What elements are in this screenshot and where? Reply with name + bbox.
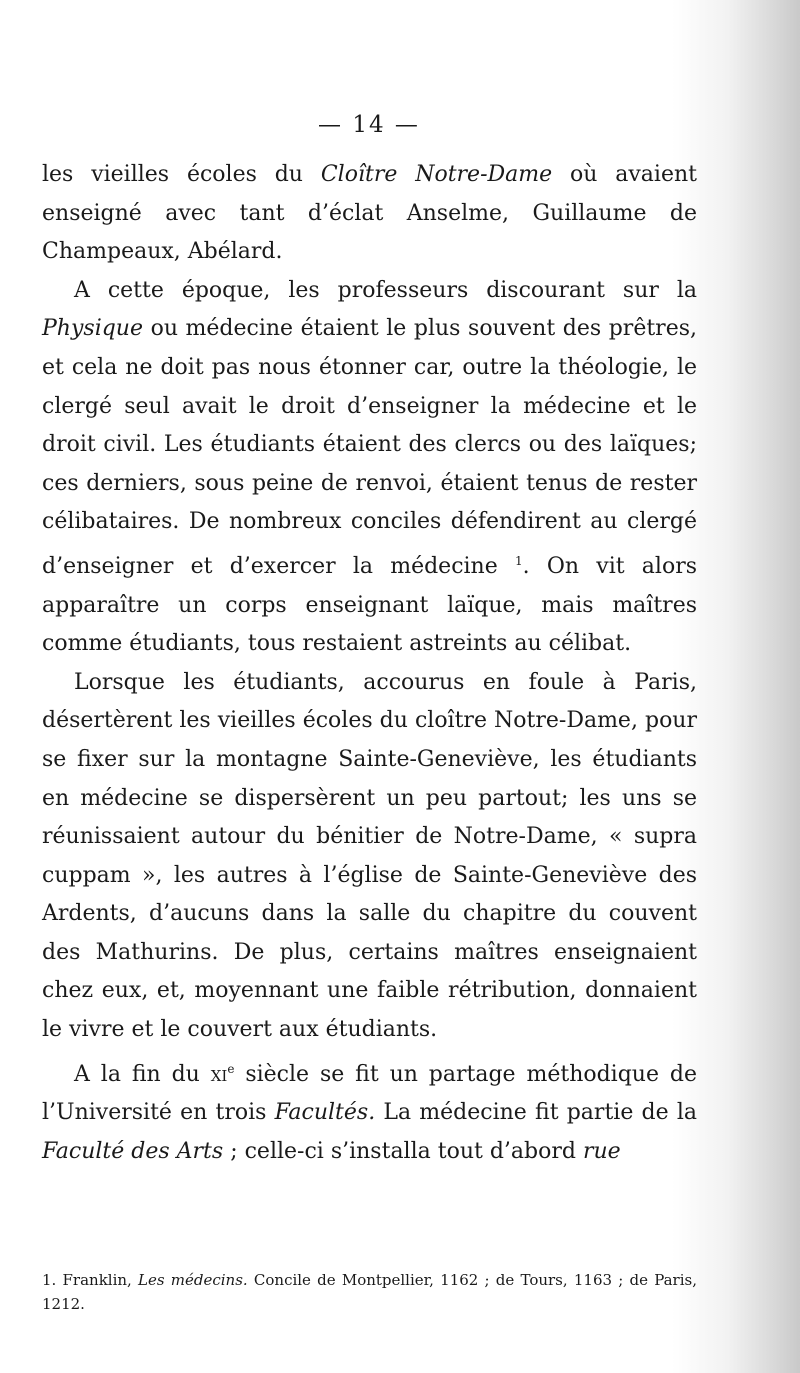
- footnote-ref: 1: [514, 553, 523, 568]
- italic-text: Faculté des Arts: [42, 1138, 224, 1164]
- paragraph-3: [42, 664, 697, 1050]
- text-run: A la fin du: [74, 1061, 211, 1087]
- italic-text: Physique: [42, 316, 143, 342]
- text-run: Lorsque les étudiants, accourus en foule à Paris, désertèrent les vieilles écoles du cloître Notre-Dame, pour se fixer sur la montagne Sainte-Geneviève, les étudiants en médecine se dispersèrent un peu partout; les uns se réunissaient autour du bénitier de Notre-Dame, « supra cuppam », les autres à l’église de Sainte-Geneviève des Ardents, d’aucuns dans la salle du chapitre du couvent des Mathurins. De plus, certains maîtres enseignaient chez eux, et, moyennant une faible rétribution, donnaient le vivre et le couvert aux étudiants.: [42, 669, 697, 1043]
- text-run: A cette époque, les professeurs discourant sur la: [74, 277, 697, 303]
- paragraph-1: [42, 156, 697, 272]
- text-run: Concile de Montpellier, 1162 ; de Tours, 1163 ; de Paris, 1212.: [42, 1271, 697, 1313]
- century-numeral: xi: [210, 1061, 228, 1087]
- italic-text: rue: [582, 1138, 621, 1164]
- text-run: Franklin,: [56, 1271, 139, 1289]
- text-run: ; celle-ci s’installa tout d’abord: [223, 1138, 583, 1164]
- italic-text: Les médecins.: [138, 1271, 248, 1289]
- body-text: [42, 156, 697, 1171]
- footnote-number: 1.: [42, 1271, 57, 1289]
- paragraph-2: [42, 272, 697, 664]
- text-run: où avaient enseigné avec tant d’éclat Anselme, Guillaume de Champeaux, Abélard.: [42, 162, 697, 265]
- italic-text: Cloître Notre-Dame: [320, 162, 553, 187]
- footnote: [42, 1268, 697, 1316]
- text-run: . On vit alors apparaître un corps enseignant laïque, mais maîtres comme étudiants, tous restaient astreints au célibat.: [42, 553, 698, 657]
- paragraph-4: [42, 1050, 697, 1172]
- ordinal-suffix: e: [227, 1061, 235, 1076]
- italic-text: Facultés.: [274, 1100, 376, 1126]
- text-run: ou médecine étaient le plus souvent des prêtres, et cela ne doit pas nous étonner car, outre la théologie, le clergé seul avait le droit d’enseigner la médecine et le droit civil. Les étudiants étaient des clercs ou des laïques; ces derniers, sous peine de renvoi, étaient tenus de rester célibataires. De nombreux conciles défendirent au clergé d’enseigner et d’exercer la médecine: [42, 316, 697, 579]
- text-run: siècle se fit un partage méthodique de l’Université en trois: [42, 1061, 697, 1126]
- text-run: La médecine fit partie de la: [375, 1100, 697, 1126]
- text-run: les vieilles écoles du: [42, 162, 321, 187]
- page-number: — 14 —: [318, 112, 420, 138]
